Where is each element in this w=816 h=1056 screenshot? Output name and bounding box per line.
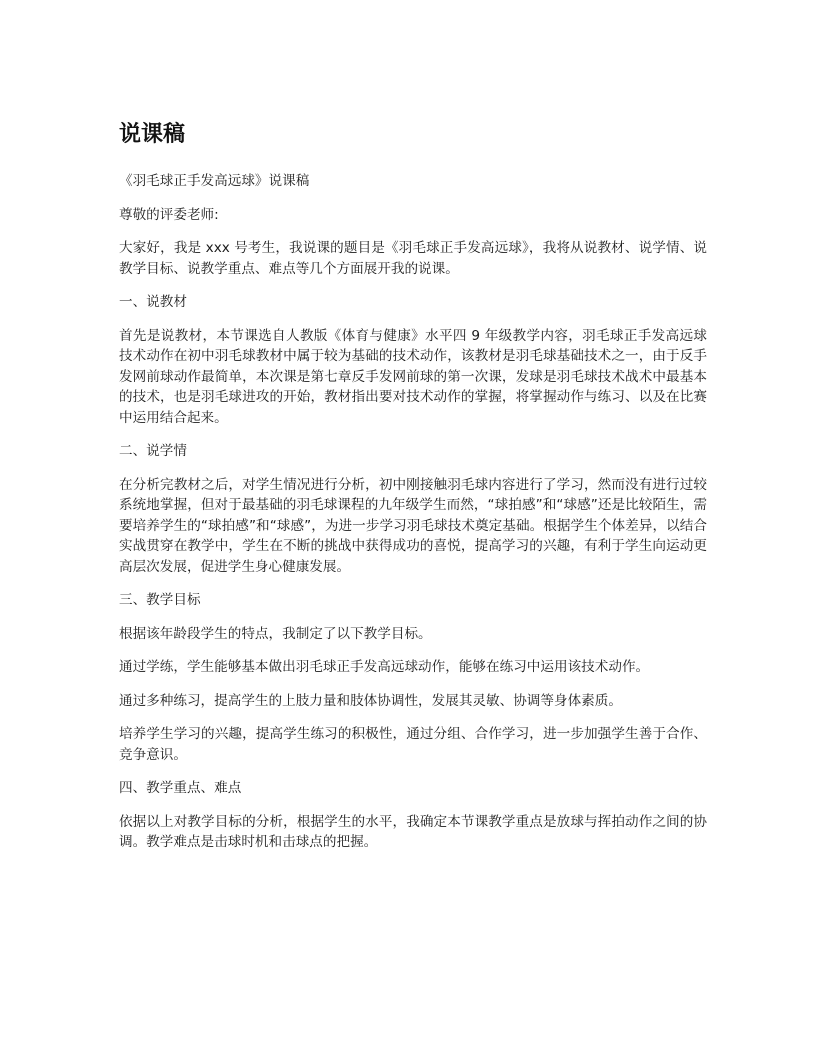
section-key-points-paragraph: 依据以上对教学目标的分析，根据学生的水平，我确定本节课教学重点是放球与挥拍动作之间的协调。教学难点是击球时机和击球点的把握。 [119, 813, 707, 850]
intro-paragraph: 大家好，我是 xxx 号考生，我说课的题目是《羽毛球正手发高远球》，我将从说教材、说学情、说教学目标、说教学重点、难点等几个方面展开我的说课。 [119, 240, 707, 277]
section-heading-textbook: 一、说教材 [119, 294, 187, 310]
objective-fitness-paragraph: 通过多种练习，提高学生的上肢力量和肢体协调性，发展其灵敏、协调等身体素质。 [119, 692, 622, 709]
objective-skill-paragraph: 通过学练，学生能够基本做出羽毛球正手发高远球动作，能够在练习中运用该技术动作。 [119, 659, 650, 675]
section-heading-students: 二、说学情 [119, 443, 187, 459]
section-students-paragraph: 在分析完教材之后，对学生情况进行分析，初中刚接触羽毛球内容进行了学习，然而没有进行过较系统地掌握，但对于最基础的羽毛球课程的九年级学生而然，“球拍感”和“球感”还是比较陌生，需要培养学生的“球拍感”和“球感”，为进一步学习羽毛球技术奠定基础。根据学生个体差异，以结合实战贯穿在教学中，学生在不断的挑战中获得成功的喜悦，提高学习的兴趣，有利于学生向运动更高层次发展，促进学生身心健康发展。 [119, 476, 707, 575]
salutation: 尊敬的评委老师: [119, 206, 219, 223]
section-heading-objectives: 三、教学目标 [119, 592, 201, 608]
document-subtitle: 《羽毛球正手发高远球》说课稿 [119, 173, 310, 189]
document-body [119, 118, 707, 866]
section-textbook-paragraph: 首先是说教材，本节课选自人教版《体育与健康》水平四 9 年级教学内容，羽毛球正手发高远球技术动作在初中羽毛球教材中属于较为基础的技术动作，该教材是羽毛球基础技术之一，由于反手发网前球动作最简单，本次课是第七章反手发网前球的第一次课，发球是羽毛球技术战术中最基本的技术，也是羽毛球进攻的开始，教材指出要对技术动作的掌握，将掌握动作与练习、以及在比赛中运用结合起来。 [119, 327, 707, 426]
section-heading-key-points: 四、教学重点、难点 [119, 780, 242, 796]
page-title: 说课稿 [119, 122, 186, 147]
objective-attitude-paragraph: 培养学生学习的兴趣，提高学生练习的积极性，通过分组、合作学习，进一步加强学生善于合作、竞争意识。 [119, 726, 707, 763]
objectives-intro-paragraph: 根据该年龄段学生的特点，我制定了以下教学目标。 [119, 625, 432, 642]
